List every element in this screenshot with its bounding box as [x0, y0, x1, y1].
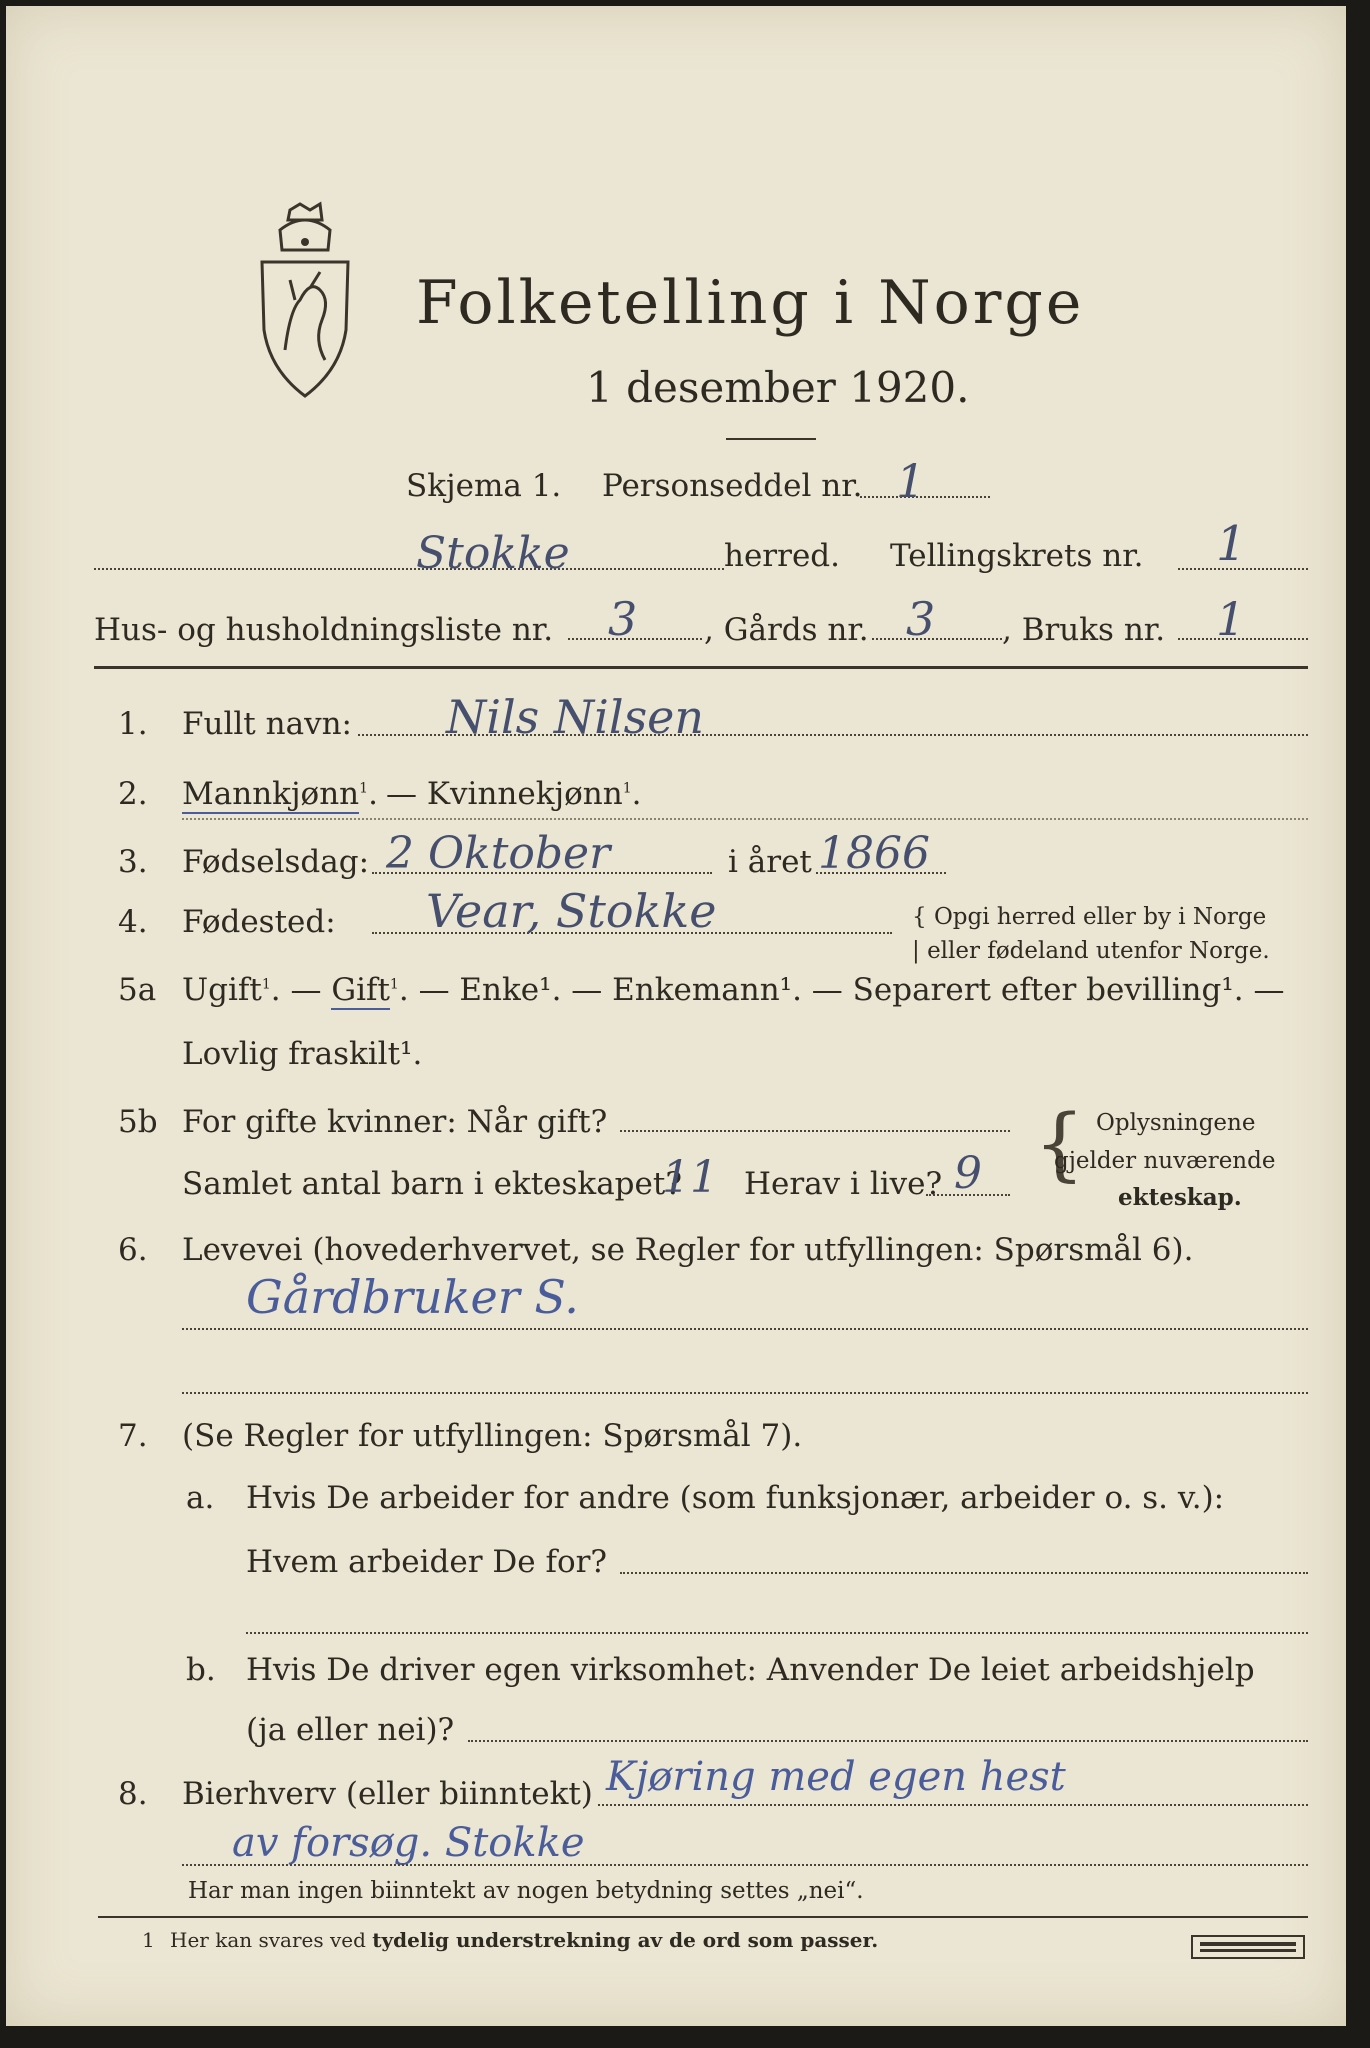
marriage-note-2: gjelder nuværende: [1054, 1148, 1276, 1174]
birth-day-value: 2 Oktober: [386, 828, 611, 879]
title-divider: [726, 438, 816, 440]
gender-male-option: Mannkjønn$^1$.: [182, 776, 378, 812]
gards-label: , Gårds nr.: [704, 612, 869, 648]
bruks-label: , Bruks nr.: [1002, 612, 1166, 648]
footnote-text: Her kan svares ved tydelig understrekning av de ord som passer.: [170, 1928, 879, 1952]
personseddel-label: Personseddel nr.: [602, 468, 863, 504]
q5b-number: 5b: [118, 1104, 158, 1140]
q1-label: Fullt navn:: [182, 706, 352, 742]
birthplace-note-1: { Opgi herred eller by i Norge: [912, 904, 1267, 930]
married-when-label: For gifte kvinner: Når gift?: [182, 1104, 608, 1140]
side-income-value-2: av forsøg. Stokke: [232, 1820, 585, 1866]
personseddel-value: 1: [896, 454, 926, 508]
children-living-label: Herav i live?: [744, 1166, 943, 1202]
census-date: 1 desember 1920.: [586, 363, 970, 412]
birthplace-note-2: | eller fødeland utenfor Norge.: [912, 938, 1270, 964]
census-form-page: [6, 6, 1346, 2026]
q2-number: 2.: [118, 776, 148, 812]
year-label: i året: [728, 844, 812, 880]
q7-number: 7.: [118, 1418, 148, 1454]
q4-label: Fødested:: [182, 904, 336, 940]
marital-status-line-2: Lovlig fraskilt¹.: [182, 1036, 423, 1072]
occupation-value: Gårdbruker S.: [246, 1270, 579, 1324]
birthplace-value: Vear, Stokke: [426, 884, 717, 938]
herred-value: Stokke: [416, 528, 570, 579]
q8-number: 8.: [118, 1776, 148, 1812]
skjema-label: Skjema 1.: [406, 468, 562, 504]
header-rule: [94, 666, 1308, 669]
husholdningsliste-label: Hus- og husholdningsliste nr.: [94, 612, 554, 648]
norway-coat-of-arms-icon: [250, 200, 360, 400]
tellingskrets-value: 1: [1216, 516, 1247, 572]
footnote-rule: [98, 1916, 1308, 1918]
children-total-value: 11: [662, 1152, 718, 1203]
printer-stamp-icon: [1190, 1932, 1306, 1962]
q7b-line-1: Hvis De driver egen virksomhet: Anvender De leiet arbeidshjelp: [246, 1652, 1255, 1688]
side-income-value-1: Kjøring med egen hest: [606, 1754, 1066, 1800]
q7-label: (Se Regler for utfyllingen: Spørsmål 7).: [182, 1418, 803, 1454]
q1-number: 1.: [118, 706, 148, 742]
q7a-number: a.: [186, 1480, 215, 1516]
gender-female-option: — Kvinnekjønn$^1$.: [386, 776, 642, 812]
q7b-line-2: (ja eller nei)?: [246, 1712, 455, 1748]
gards-value: 3: [906, 592, 936, 646]
marriage-note-3: ekteskap.: [1118, 1184, 1242, 1211]
tellingskrets-label: Tellingskrets nr.: [890, 538, 1144, 574]
herred-label: herred.: [724, 538, 840, 574]
bruks-value: 1: [1216, 592, 1246, 646]
q7a-line-1: Hvis De arbeider for andre (som funksjonær, arbeider o. s. v.):: [246, 1480, 1225, 1516]
side-income-label: Bierhverv (eller biinntekt): [182, 1776, 593, 1812]
q3-number: 3.: [118, 844, 148, 880]
note-brace: {: [1034, 1097, 1085, 1190]
husholdningsliste-value: 3: [608, 592, 638, 646]
full-name-value: Nils Nilsen: [446, 690, 705, 744]
marital-status-line: Ugift$^1$. — Gift$^1$. — Enke¹. — Enkemann¹. — Separert efter bevilling¹. —: [182, 972, 1285, 1008]
footnote-number: 1: [142, 1928, 155, 1952]
children-total-label: Samlet antal barn i ekteskapet?: [182, 1166, 682, 1202]
q7b-number: b.: [186, 1652, 216, 1688]
side-income-note: Har man ingen biinntekt av nogen betydning settes „nei“.: [188, 1878, 864, 1904]
occupation-label: Levevei (hovederhvervet, se Regler for utfyllingen: Spørsmål 6).: [182, 1232, 1194, 1268]
form-title: Folketelling i Norge: [416, 268, 1085, 338]
marriage-note-1: Oplysningene: [1096, 1110, 1256, 1136]
birth-year-value: 1866: [818, 828, 930, 879]
q7a-line-2: Hvem arbeider De for?: [246, 1544, 608, 1580]
q5a-number: 5a: [118, 972, 157, 1008]
q3-label: Fødselsdag:: [182, 844, 370, 880]
q4-number: 4.: [118, 904, 148, 940]
children-living-value: 9: [954, 1148, 982, 1199]
q6-number: 6.: [118, 1232, 148, 1268]
